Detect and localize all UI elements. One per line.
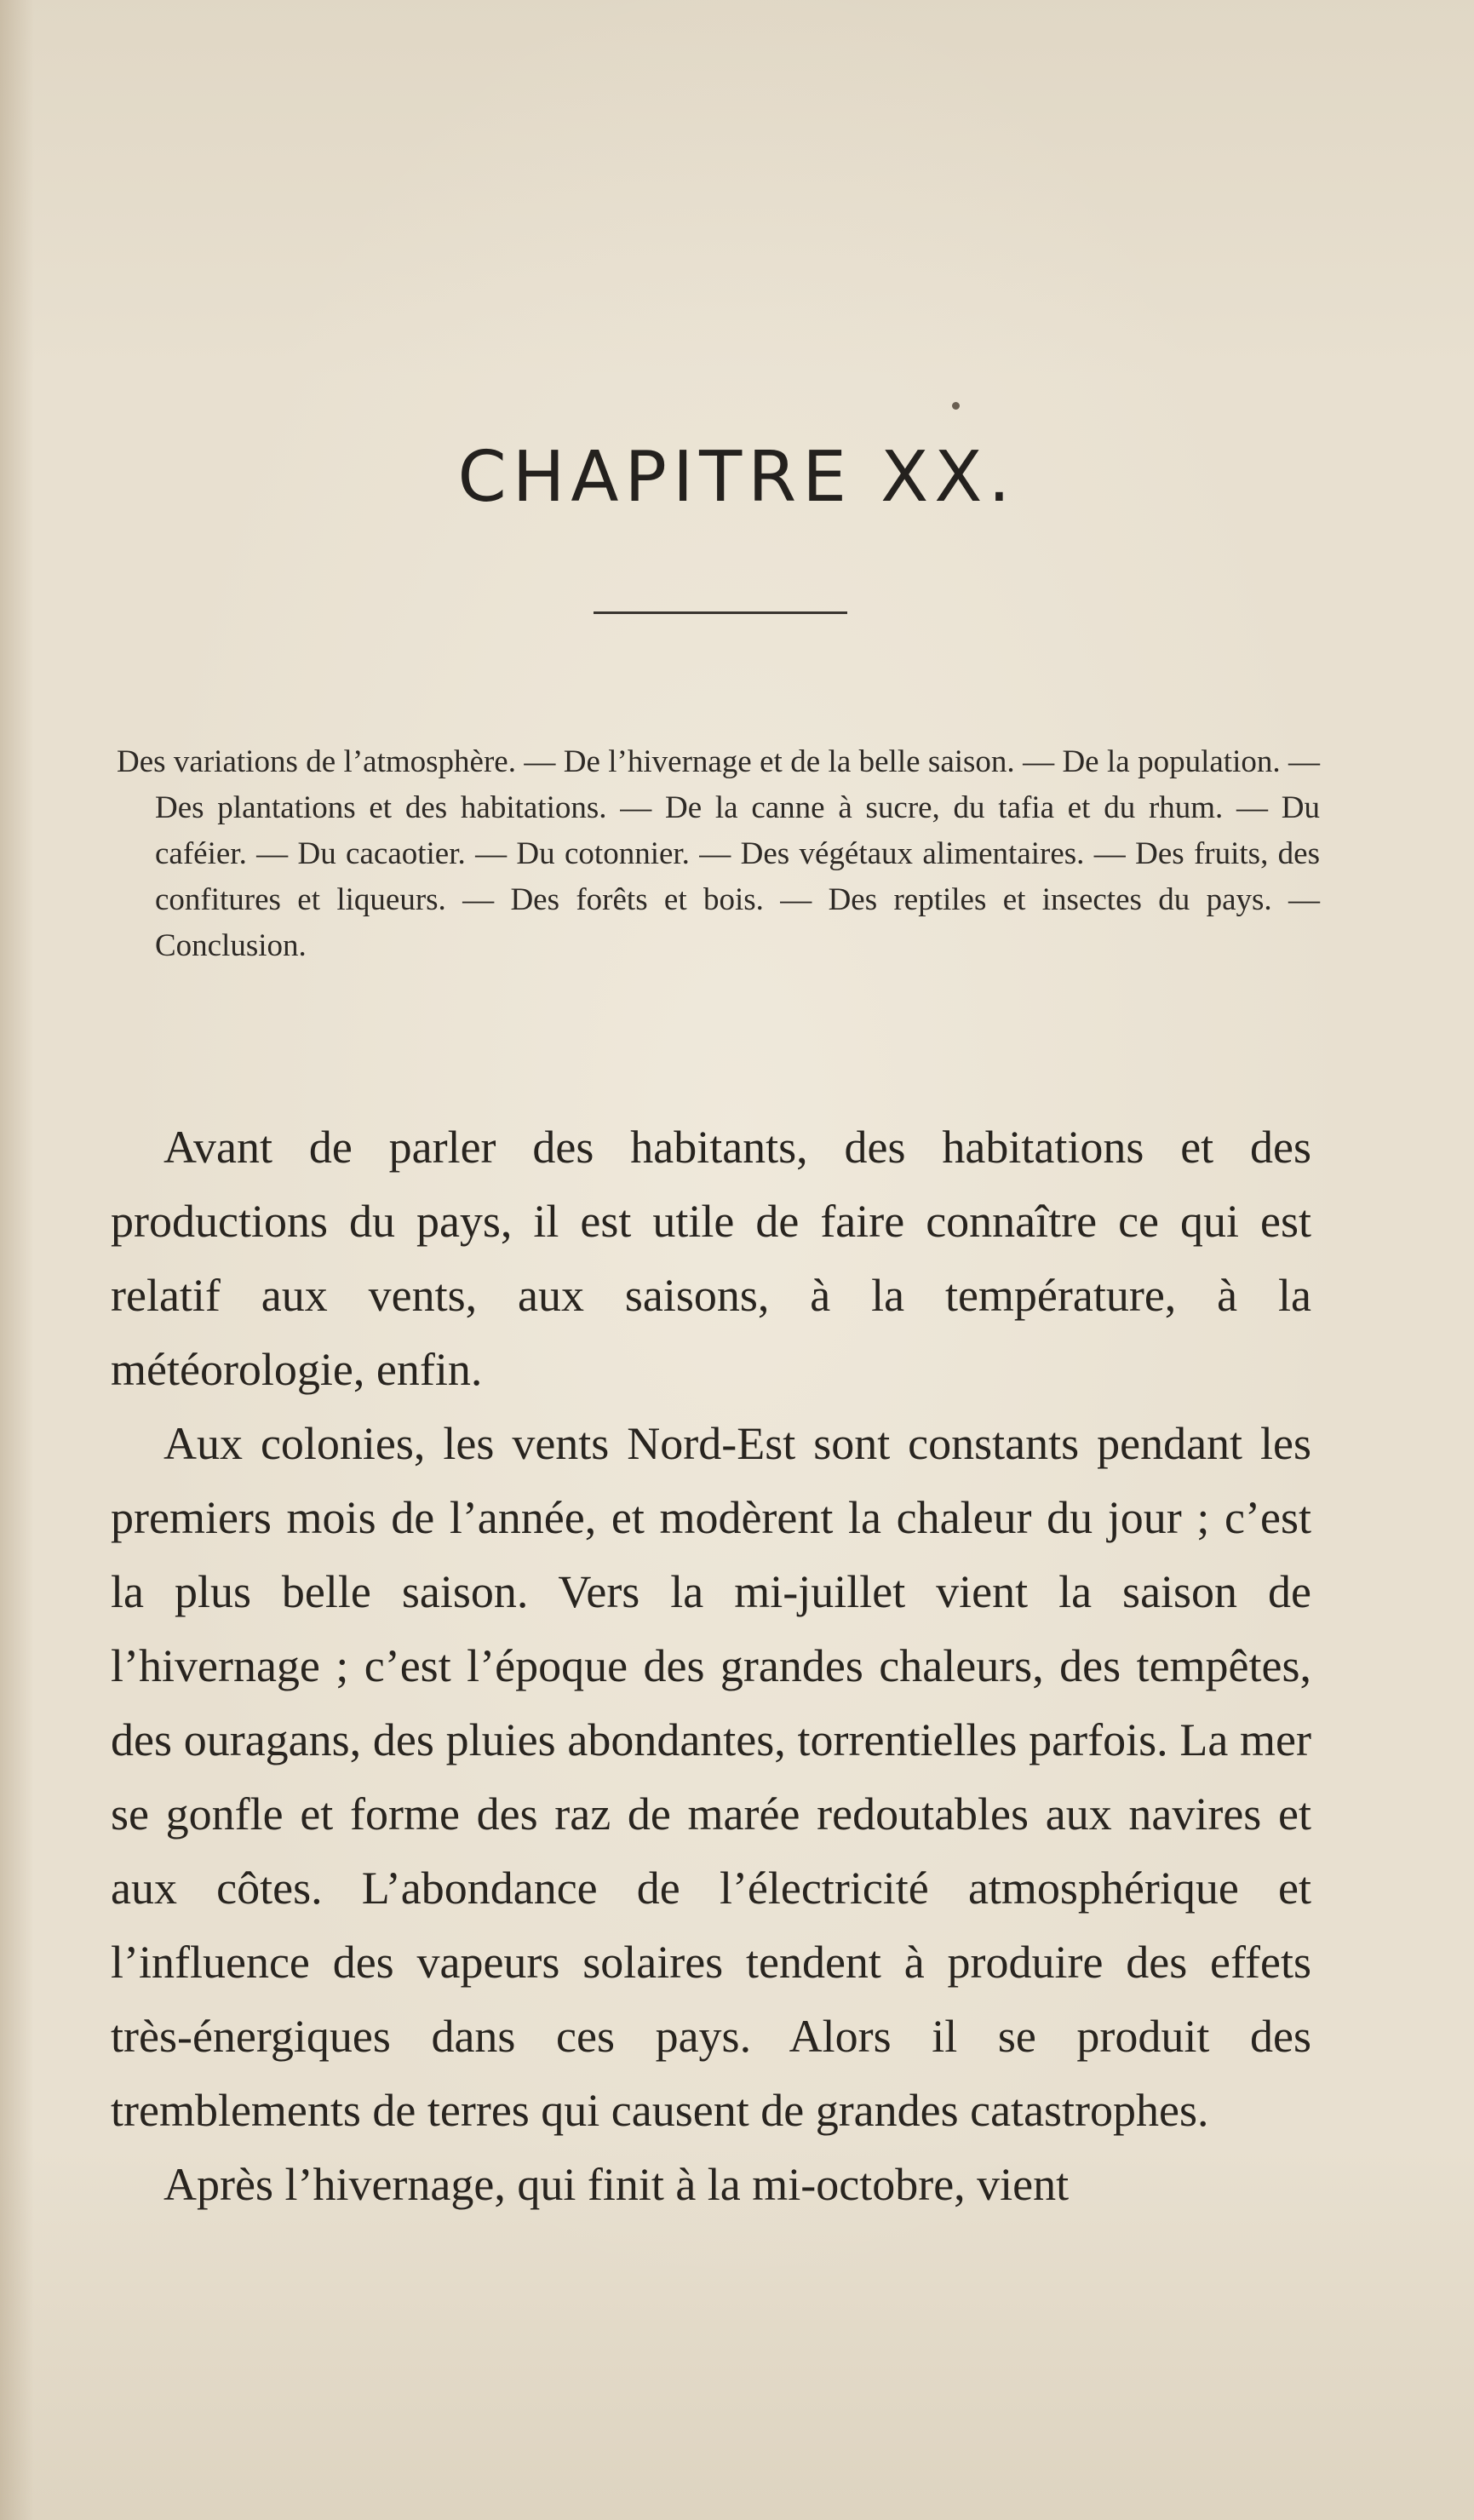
chapter-title: CHAPITRE XX. <box>457 437 1017 518</box>
title-rule <box>594 611 847 614</box>
paragraph-2: Aux colonies, les vents Nord-Est sont constants pendant les premiers mois de l’année, et modèrent la chaleur du jour ; c’est la plus belle saison. Vers la mi-juillet vient la saison de l’hivernage ; c’est l’époque des grandes chaleurs, des tempêtes, des ouragans, des pluies abondantes, torrentielles parfois. La mer se gonfle et forme des raz de marée redoutables aux navires et aux côtes. L’abondance de l’électricité atmosphérique et l’influence des vapeurs solaires tendent à produire des effets très-énergiques dans ces pays. Alors il se produit des tremblements de terres qui causent de grandes catastrophes. <box>111 1418 1311 2136</box>
ink-speck <box>952 402 960 410</box>
body-text <box>111 1111 1311 2222</box>
paragraph-3: Après l’hivernage, qui finit à la mi-octobre, vient <box>163 2159 1070 2210</box>
chapter-summary <box>117 739 1320 969</box>
paragraph-1: Avant de parler des habitants, des habitations et des productions du pays, il est utile de faire connaître ce qui est relatif aux vents, aux saisons, à la température, à la météorologie, enfin. <box>111 1122 1311 1395</box>
chapter-summary-text: Des variations de l’atmosphère. — De l’hivernage et de la belle saison. — De la population. — Des plantations et des habitations. — De la canne à sucre, du tafia et du rhum. — Du caféier. — Du cacaotier. — Du cotonnier. — Des végétaux alimentaires. — Des fruits, des confitures et liqueurs. — Des forêts et bois. — Des reptiles et insectes du pays. — Conclusion. <box>117 744 1320 963</box>
